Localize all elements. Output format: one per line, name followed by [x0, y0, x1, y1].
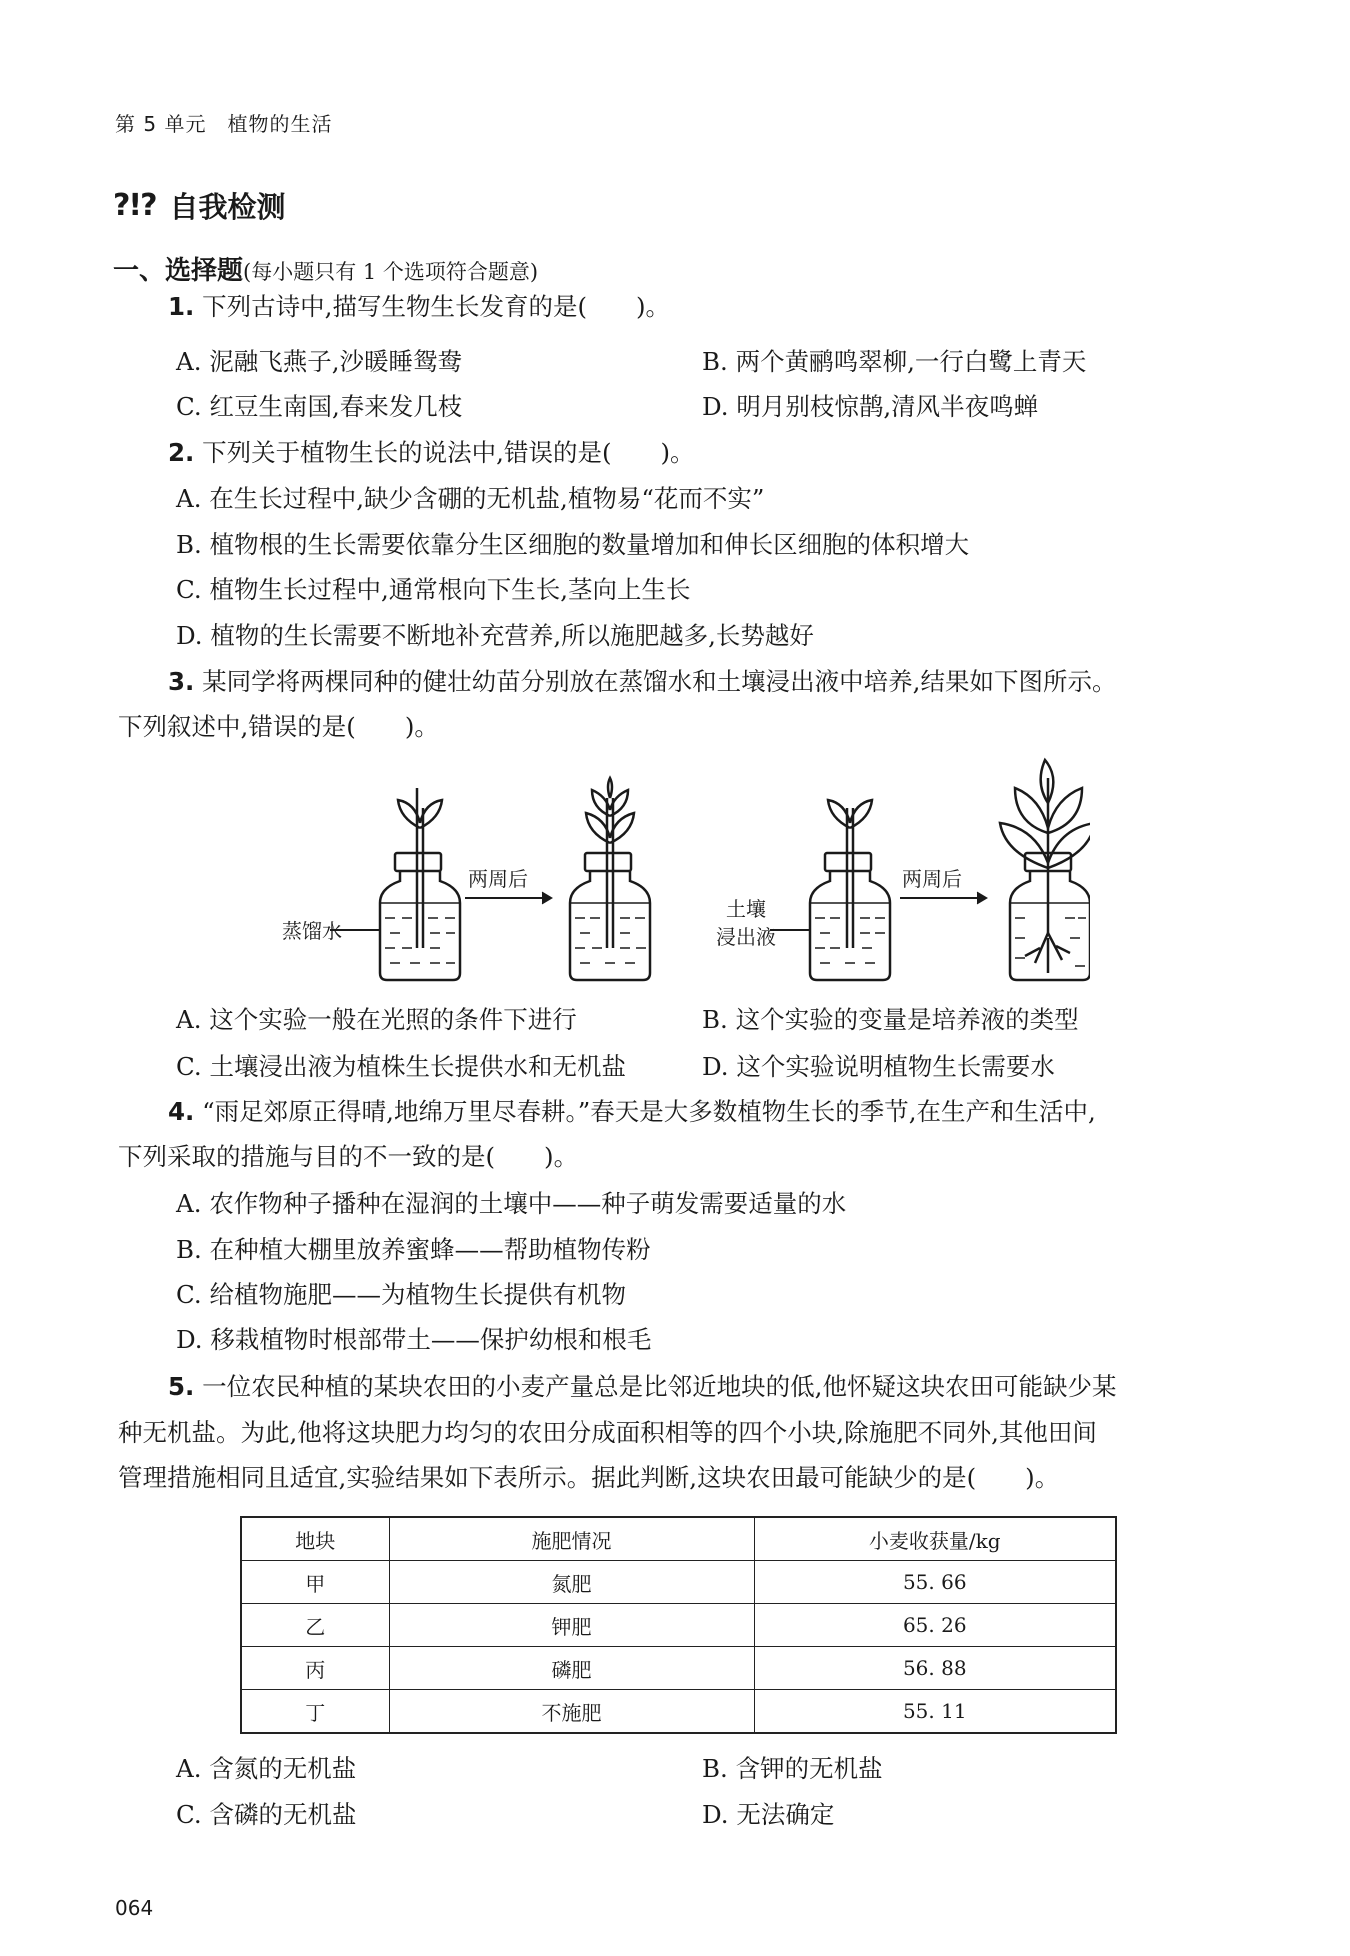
- q2-option-c: C. 植物生长过程中,通常根向下生长,茎向上生长: [176, 575, 691, 604]
- table-cell: 丙: [241, 1647, 389, 1690]
- table-cell: 55. 66: [754, 1561, 1116, 1604]
- question-2-stem: [168, 436, 695, 470]
- question-text: 下列古诗中,描写生物生长发育的是( )。: [202, 292, 671, 321]
- q3-option-a: A. 这个实验一般在光照的条件下进行: [176, 1005, 577, 1034]
- q3-option-c: C. 土壤浸出液为植株生长提供水和无机盐: [176, 1052, 626, 1081]
- label-two-weeks-2: 两周后: [902, 867, 962, 891]
- jar-distilled-start: [380, 788, 460, 980]
- q4-option-d: D. 移栽植物时根部带土——保护幼根和根毛: [176, 1325, 652, 1354]
- q2-option-b: B. 植物根的生长需要依靠分生区细胞的数量增加和伸长区细胞的体积增大: [176, 530, 970, 559]
- table-header: 地块: [241, 1517, 389, 1561]
- table-cell: 乙: [241, 1604, 389, 1647]
- question-text: 一位农民种植的某块农田的小麦产量总是比邻近地块的低,他怀疑这块农田可能缺少某: [202, 1372, 1117, 1401]
- table-cell: 丁: [241, 1690, 389, 1734]
- table-header: 小麦收获量/kg: [754, 1517, 1116, 1561]
- water-dashes-2: [575, 918, 646, 963]
- water-dashes-4: [1015, 918, 1086, 966]
- q1-option-a: A. 泥融飞燕子,沙暖睡鸳鸯: [176, 347, 463, 376]
- table-cell: 不施肥: [389, 1690, 754, 1734]
- unit-header: 第 5 单元 植物的生活: [115, 112, 333, 136]
- table-cell: 钾肥: [389, 1604, 754, 1647]
- table-cell: 氮肥: [389, 1561, 754, 1604]
- label-two-weeks-1: 两周后: [468, 867, 528, 891]
- page-number: 064: [115, 1896, 154, 1920]
- table-header-row: [241, 1517, 1116, 1561]
- results-table: [240, 1516, 1117, 1734]
- question-number: 2.: [168, 438, 195, 467]
- question-number: 5.: [168, 1372, 195, 1401]
- table-cell: 55. 11: [754, 1690, 1116, 1734]
- jar-soil-start: [810, 800, 890, 980]
- question-text: 某同学将两棵同种的健壮幼苗分别放在蒸馏水和土壤浸出液中培养,结果如下图所示。: [202, 667, 1117, 696]
- q5-option-b: B. 含钾的无机盐: [702, 1754, 883, 1783]
- table-cell: 甲: [241, 1561, 389, 1604]
- question-4-stem: [168, 1095, 1096, 1129]
- q3-option-d: D. 这个实验说明植物生长需要水: [702, 1052, 1055, 1081]
- part-title-note: (每小题只有 1 个选项符合题意): [243, 260, 539, 284]
- jar-soil-end: [1000, 760, 1090, 980]
- table-row: [241, 1561, 1116, 1604]
- question-5-stem-line2: 种无机盐。为此,他将这块肥力均匀的农田分成面积相等的四个小块,除施肥不同外,其他田间: [118, 1418, 1097, 1447]
- question-number: 3.: [168, 667, 195, 696]
- question-exclaim-icon: ?!?: [113, 188, 156, 223]
- label-soil-2: 浸出液: [716, 925, 776, 949]
- part-title-main: 一、选择题: [113, 256, 244, 286]
- water-dashes-3: [815, 918, 885, 963]
- table-row: [241, 1647, 1116, 1690]
- question-number: 4.: [168, 1097, 195, 1126]
- water-dashes-1: [385, 918, 455, 963]
- q5-option-a: A. 含氮的无机盐: [176, 1754, 357, 1783]
- part-title: [113, 250, 538, 287]
- section-title: [113, 185, 286, 226]
- question-number: 1.: [168, 292, 195, 321]
- q2-option-a: A. 在生长过程中,缺少含硼的无机盐,植物易“花而不实”: [176, 484, 765, 513]
- question-text: “雨足郊原正得晴,地绵万里尽春耕。”春天是大多数植物生长的季节,在生产和生活中,: [202, 1097, 1096, 1126]
- question-5-stem-line3: 管理措施相同且适宜,实验结果如下表所示。据此判断,这块农田最可能缺少的是( )。: [118, 1463, 1060, 1492]
- q5-option-d: D. 无法确定: [702, 1800, 835, 1829]
- q4-option-b: B. 在种植大棚里放养蜜蜂——帮助植物传粉: [176, 1235, 651, 1264]
- q5-option-c: C. 含磷的无机盐: [176, 1800, 357, 1829]
- table-row: [241, 1690, 1116, 1734]
- question-3-stem-continued: 下列叙述中,错误的是( )。: [118, 712, 439, 741]
- table-cell: 56. 88: [754, 1647, 1116, 1690]
- table-row: [241, 1604, 1116, 1647]
- question-5-stem: [168, 1370, 1116, 1404]
- table-header: 施肥情况: [389, 1517, 754, 1561]
- question-1-stem: [168, 290, 670, 324]
- q1-option-c: C. 红豆生南国,春来发几枝: [176, 392, 463, 421]
- jar-distilled-end: [570, 778, 650, 980]
- label-distilled-water: 蒸馏水: [282, 919, 342, 943]
- section-title-text: 自我检测: [169, 190, 286, 224]
- experiment-diagram: [270, 748, 1090, 988]
- question-3-stem: [168, 665, 1116, 699]
- q1-option-b: B. 两个黄鹂鸣翠柳,一行白鹭上青天: [702, 347, 1087, 376]
- table-cell: 65. 26: [754, 1604, 1116, 1647]
- q1-option-d: D. 明月别枝惊鹊,清风半夜鸣蝉: [702, 392, 1039, 421]
- question-4-stem-continued: 下列采取的措施与目的不一致的是( )。: [118, 1142, 579, 1171]
- q4-option-a: A. 农作物种子播种在湿润的土壤中——种子萌发需要适量的水: [176, 1189, 847, 1218]
- label-soil-1: 土壤: [726, 897, 766, 921]
- q4-option-c: C. 给植物施肥——为植物生长提供有机物: [176, 1280, 626, 1309]
- q3-option-b: B. 这个实验的变量是培养液的类型: [702, 1005, 1079, 1034]
- q2-option-d: D. 植物的生长需要不断地补充营养,所以施肥越多,长势越好: [176, 621, 814, 650]
- table-cell: 磷肥: [389, 1647, 754, 1690]
- question-text: 下列关于植物生长的说法中,错误的是( )。: [202, 438, 695, 467]
